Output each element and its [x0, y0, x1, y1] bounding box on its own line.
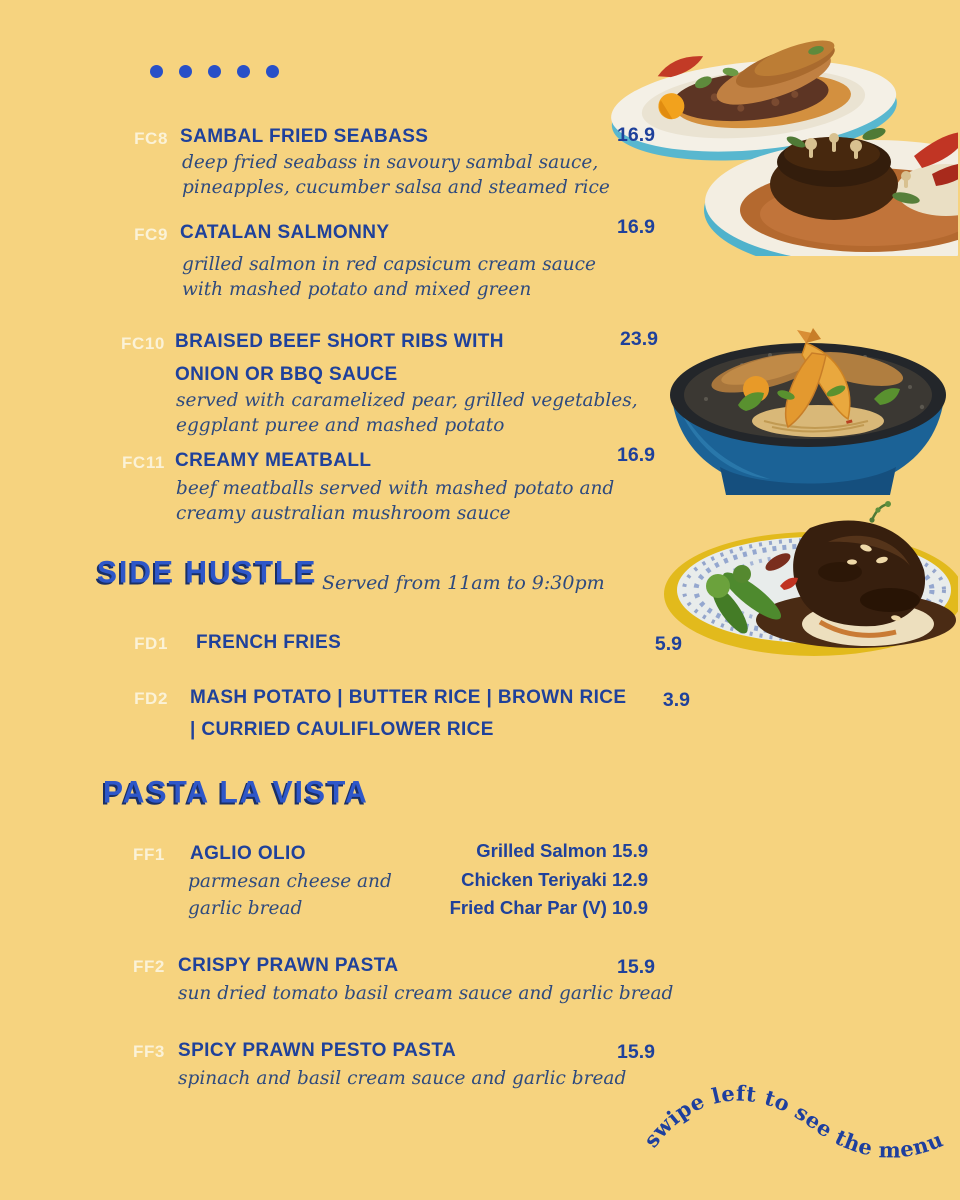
item-title: CREAMY MEATBALL [175, 450, 372, 471]
item-title: CRISPY PRAWN PASTA [178, 955, 399, 976]
item-price: 23.9 [620, 328, 658, 350]
item-description-line: beef meatballs served with mashed potato and [176, 478, 615, 499]
item-code: FF1 [132, 845, 165, 864]
item-title-line2: ONION OR BBQ SAUCE [175, 364, 398, 385]
item-code: FD2 [134, 689, 168, 708]
carousel-dot-icon[interactable] [179, 65, 192, 78]
item-description-line: deep fried seabass in savoury sambal sauce, [182, 152, 599, 173]
carousel-dot-icon[interactable] [266, 65, 279, 78]
carousel-dot-icon[interactable] [150, 65, 163, 78]
item-price: 16.9 [617, 444, 655, 466]
item-title: SAMBAL FRIED SEABASS [180, 126, 429, 147]
item-price: 16.9 [617, 216, 655, 238]
item-code: FD1 [134, 634, 168, 653]
item-code: FF3 [132, 1042, 165, 1061]
item-title: CATALAN SALMONNY [180, 222, 390, 243]
photo-crispy-prawn-bowl [660, 325, 956, 500]
section-subtitle: Served from 11am to 9:30pm [322, 572, 605, 594]
item-title: MASH POTATO | BUTTER RICE | BROWN RICE [190, 687, 627, 708]
item-title: BRAISED BEEF SHORT RIBS WITH [175, 331, 504, 352]
item-code: FF2 [132, 957, 165, 976]
item-variant-price: Chicken Teriyaki 12.9 [461, 869, 648, 890]
item-code: FC8 [134, 129, 168, 148]
svg-text:swipe left to see the menu [638, 1083, 946, 1163]
item-price: 3.9 [662, 689, 690, 711]
item-description-line: grilled salmon in red capsicum cream sauce [182, 254, 596, 275]
swipe-hint [638, 1083, 960, 1195]
carousel-dots[interactable] [150, 65, 279, 78]
item-description-line: pineapples, cucumber salsa and steamed rice [182, 177, 610, 198]
item-price: 15.9 [617, 956, 655, 978]
item-description-line: spinach and basil cream sauce and garlic bread [178, 1068, 627, 1089]
photo-braised-beef-plate [660, 500, 958, 672]
item-code: FC9 [134, 225, 168, 244]
item-variant-price: Grilled Salmon 15.9 [476, 840, 648, 861]
item-price: 16.9 [617, 124, 655, 146]
section-heading-side-hustle: SIDE HUSTLE [97, 555, 318, 590]
item-description-line: parmesan cheese and [188, 871, 392, 892]
photo-seabass-and-beef-plates [606, 26, 958, 256]
item-title-line2: | CURRIED CAULIFLOWER RICE [190, 719, 494, 740]
section-heading-pasta-la-vista: PASTA LA VISTA [103, 775, 369, 810]
item-code: FC11 [121, 453, 165, 472]
item-description-line: eggplant puree and mashed potato [176, 415, 505, 436]
item-code: FC10 [121, 334, 165, 353]
item-title: AGLIO OLIO [190, 843, 306, 864]
item-description-line: creamy australian mushroom sauce [176, 503, 511, 524]
carousel-dot-icon[interactable] [208, 65, 221, 78]
swipe-hint-text: swipe left to see the menu [638, 1083, 947, 1163]
item-price: 5.9 [654, 633, 682, 655]
item-description-line: sun dried tomato basil cream sauce and garlic bread [178, 983, 674, 1004]
item-description-line: with mashed potato and mixed green [182, 279, 532, 300]
item-description-line: garlic bread [188, 898, 303, 919]
carousel-dot-icon[interactable] [237, 65, 250, 78]
item-variant-price: Fried Char Par (V) 10.9 [449, 897, 648, 918]
item-price: 15.9 [617, 1041, 655, 1063]
item-title: SPICY PRAWN PESTO PASTA [178, 1040, 457, 1061]
item-title: FRENCH FRIES [196, 632, 342, 653]
item-description-line: served with caramelized pear, grilled vegetables, [176, 390, 638, 411]
